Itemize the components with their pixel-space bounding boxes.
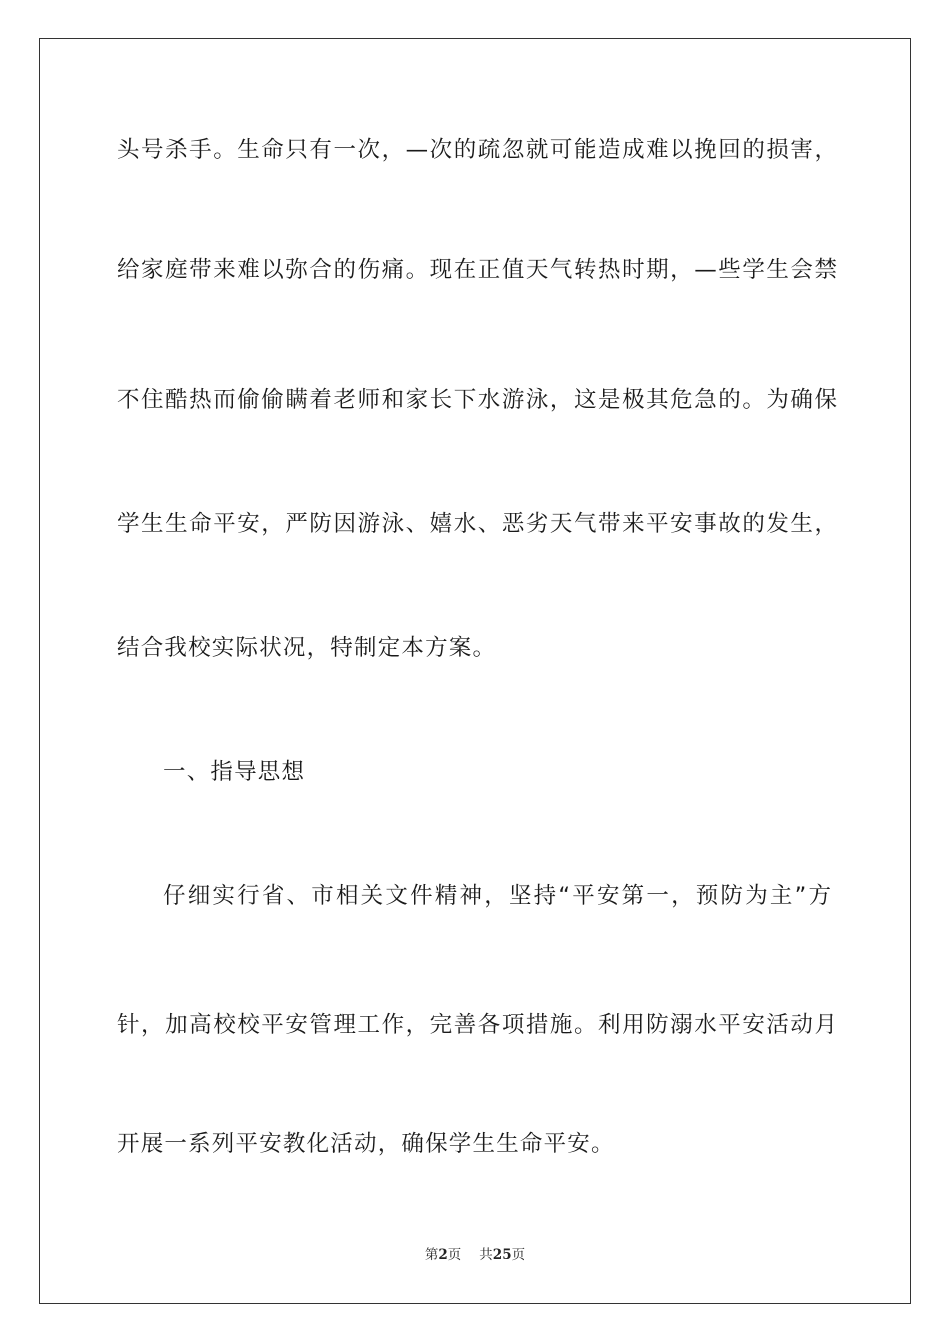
page-footer <box>0 1246 950 1264</box>
paragraph-line-5: 结合我校实际状况，特制定本方案。 <box>117 635 497 661</box>
total-pages: 25 <box>492 1247 512 1263</box>
paragraph-line-2: 给家庭带来难以弥合的伤痛。现在正值天气转热时期，—些学生会禁 <box>117 257 837 283</box>
page-border <box>39 38 911 1304</box>
paragraph-line-7: 仔细实行省、市相关文件精神，坚持“平安第一，预防为主”方 <box>163 883 831 909</box>
section-heading: 一、指导思想 <box>163 759 306 785</box>
page-number: 2 <box>438 1247 448 1263</box>
total-prefix: 共 <box>479 1247 493 1263</box>
page-prefix: 第 <box>424 1247 439 1263</box>
paragraph-line-8: 针，加高校校平安管理工作，完善各项措施。利用防溺水平安活动月 <box>117 1012 837 1038</box>
paragraph-line-1: 头号杀手。生命只有一次，—次的疏忽就可能造成难以挽回的损害， <box>117 137 837 163</box>
page-suffix: 页 <box>447 1247 462 1263</box>
paragraph-line-4: 学生生命平安，严防因游泳、嬉水、恶劣天气带来平安事故的发生， <box>117 511 837 537</box>
total-suffix: 页 <box>511 1247 526 1263</box>
paragraph-line-9: 开展一系列平安教化活动，确保学生生命平安。 <box>117 1131 615 1157</box>
paragraph-line-3: 不住酷热而偷偷瞒着老师和家长下水游泳，这是极其危急的。为确保 <box>117 387 837 413</box>
